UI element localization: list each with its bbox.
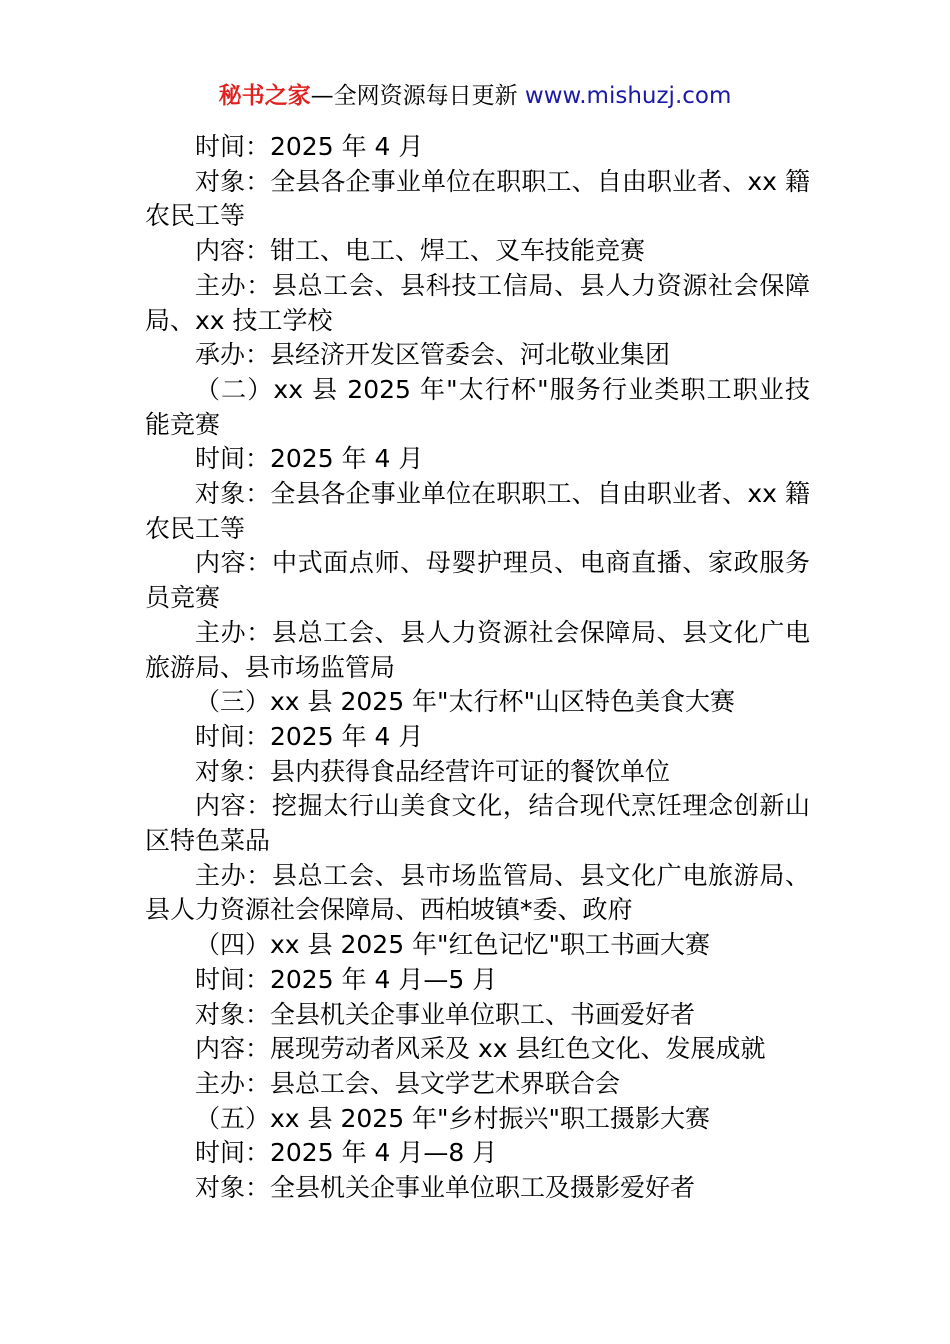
paragraph-target: 对象：全县各企事业单位在职职工、自由职业者、xx 籍农民工等 (145, 166, 810, 231)
paragraph-target: 对象：全县各企事业单位在职职工、自由职业者、xx 籍农民工等 (145, 479, 810, 543)
section-heading-2: （二）xx 县 2025 年"太行杯"服务行业类职工职业技能竞赛 (145, 374, 810, 439)
page-header (0, 80, 950, 112)
section-heading-5: （五）xx 县 2025 年"乡村振兴"职工摄影大赛 (195, 1103, 711, 1133)
section-heading-3: （三）xx 县 2025 年"太行杯"山区特色美食大赛 (195, 687, 736, 717)
header-tagline: —全网资源每日更新 (310, 83, 525, 109)
document-body (145, 130, 810, 1206)
paragraph-time: 时间：2025 年 4 月—8 月 (195, 1138, 498, 1168)
paragraph-time: 时间：2025 年 4 月 (195, 721, 424, 751)
paragraph-target: 对象：全县机关企事业单位职工、书画爱好者 (195, 999, 696, 1029)
paragraph-organizer: 主办：县总工会、县文学艺术界联合会 (195, 1068, 621, 1098)
paragraph-organizer: 主办：县总工会、县人力资源社会保障局、县文化广电旅游局、县市场监管局 (145, 617, 810, 682)
paragraph-time: 时间：2025 年 4 月—5 月 (195, 964, 498, 994)
paragraph-organizer: 主办：县总工会、县市场监管局、县文化广电旅游局、县人力资源社会保障局、西柏坡镇*委、政府 (145, 860, 810, 925)
paragraph-content: 内容：中式面点师、母婴护理员、电商直播、家政服务员竞赛 (145, 548, 810, 613)
paragraph-target: 对象：全县机关企事业单位职工及摄影爱好者 (195, 1173, 696, 1203)
paragraph-time: 时间：2025 年 4 月 (195, 444, 424, 474)
section-heading-4: （四）xx 县 2025 年"红色记忆"职工书画大赛 (195, 930, 711, 960)
paragraph-time: 时间：2025 年 4 月 (195, 132, 424, 161)
site-url-link[interactable]: www.mishuzj.com (524, 83, 732, 109)
paragraph-undertaker: 承办：县经济开发区管委会、河北敬业集团 (195, 340, 671, 370)
paragraph-target: 对象：县内获得食品经营许可证的餐饮单位 (195, 756, 671, 786)
brand-name: 秘书之家 (218, 83, 311, 109)
paragraph-content: 内容：展现劳动者风采及 xx 县红色文化、发展成就 (195, 1034, 766, 1064)
paragraph-content: 内容：钳工、电工、焊工、叉车技能竞赛 (195, 236, 646, 266)
paragraph-organizer: 主办：县总工会、县科技工信局、县人力资源社会保障局、xx 技工学校 (145, 270, 810, 335)
paragraph-content: 内容：挖掘太行山美食文化，结合现代烹饪理念创新山区特色菜品 (145, 791, 810, 856)
